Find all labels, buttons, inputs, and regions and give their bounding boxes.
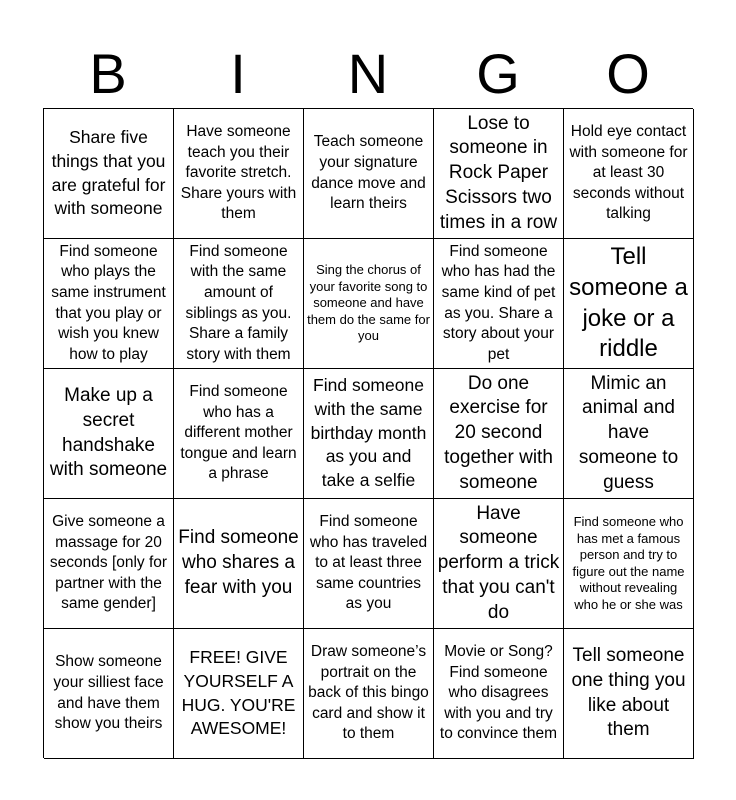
bingo-cell: Find someone who has traveled to at least three same countries as you [304,499,434,629]
bingo-cell: Find someone with the same amount of siblings as you. Share a family story with them [174,239,304,369]
header-letter-n: N [347,42,389,105]
bingo-cell: Find someone who has met a famous person and try to figure out the name without revealing who he or she was [564,499,694,629]
bingo-cell: Lose to someone in Rock Paper Scissors two times in a row [434,109,564,239]
bingo-cell: Mimic an animal and have someone to guess [564,369,694,499]
bingo-cell: Have someone teach you their favorite stretch. Share yours with them [174,109,304,239]
bingo-cell: Find someone with the same birthday month as you and take a selfie [304,369,434,499]
bingo-cell: Find someone who has had the same kind of pet as you. Share a story about your pet [434,239,564,369]
bingo-cell: Find someone who shares a fear with you [174,499,304,629]
bingo-grid [43,108,693,758]
bingo-cell: Share five things that you are grateful for with someone [44,109,174,239]
header-letter-g: G [476,42,520,105]
bingo-cell: Teach someone your signature dance move and learn theirs [304,109,434,239]
bingo-cell: Have someone perform a trick that you can't do [434,499,564,629]
bingo-cell: Tell someone one thing you like about them [564,629,694,759]
header-letter-o: O [606,42,650,105]
bingo-cell: Draw someone’s portrait on the back of this bingo card and show it to them [304,629,434,759]
bingo-cell: Find someone who plays the same instrument that you play or wish you knew how to play [44,239,174,369]
bingo-cell: Sing the chorus of your favorite song to someone and have them do the same for you [304,239,434,369]
bingo-cell: Give someone a massage for 20 seconds [only for partner with the same gender] [44,499,174,629]
bingo-cell: Show someone your silliest face and have them show you theirs [44,629,174,759]
bingo-cell: Make up a secret handshake with someone [44,369,174,499]
bingo-cell: Movie or Song? Find someone who disagrees with you and try to convince them [434,629,564,759]
header-letter-b: B [89,42,127,105]
free-space-cell: FREE! GIVE YOURSELF A HUG. YOU'RE AWESOME! [174,629,304,759]
header-letter-i: I [230,42,246,105]
bingo-cell: Hold eye contact with someone for at least 30 seconds without talking [564,109,694,239]
bingo-cell: Do one exercise for 20 second together with someone [434,369,564,499]
bingo-cell: Tell someone a joke or a riddle [564,239,694,369]
bingo-header [43,40,693,108]
bingo-cell: Find someone who has a different mother tongue and learn a phrase [174,369,304,499]
